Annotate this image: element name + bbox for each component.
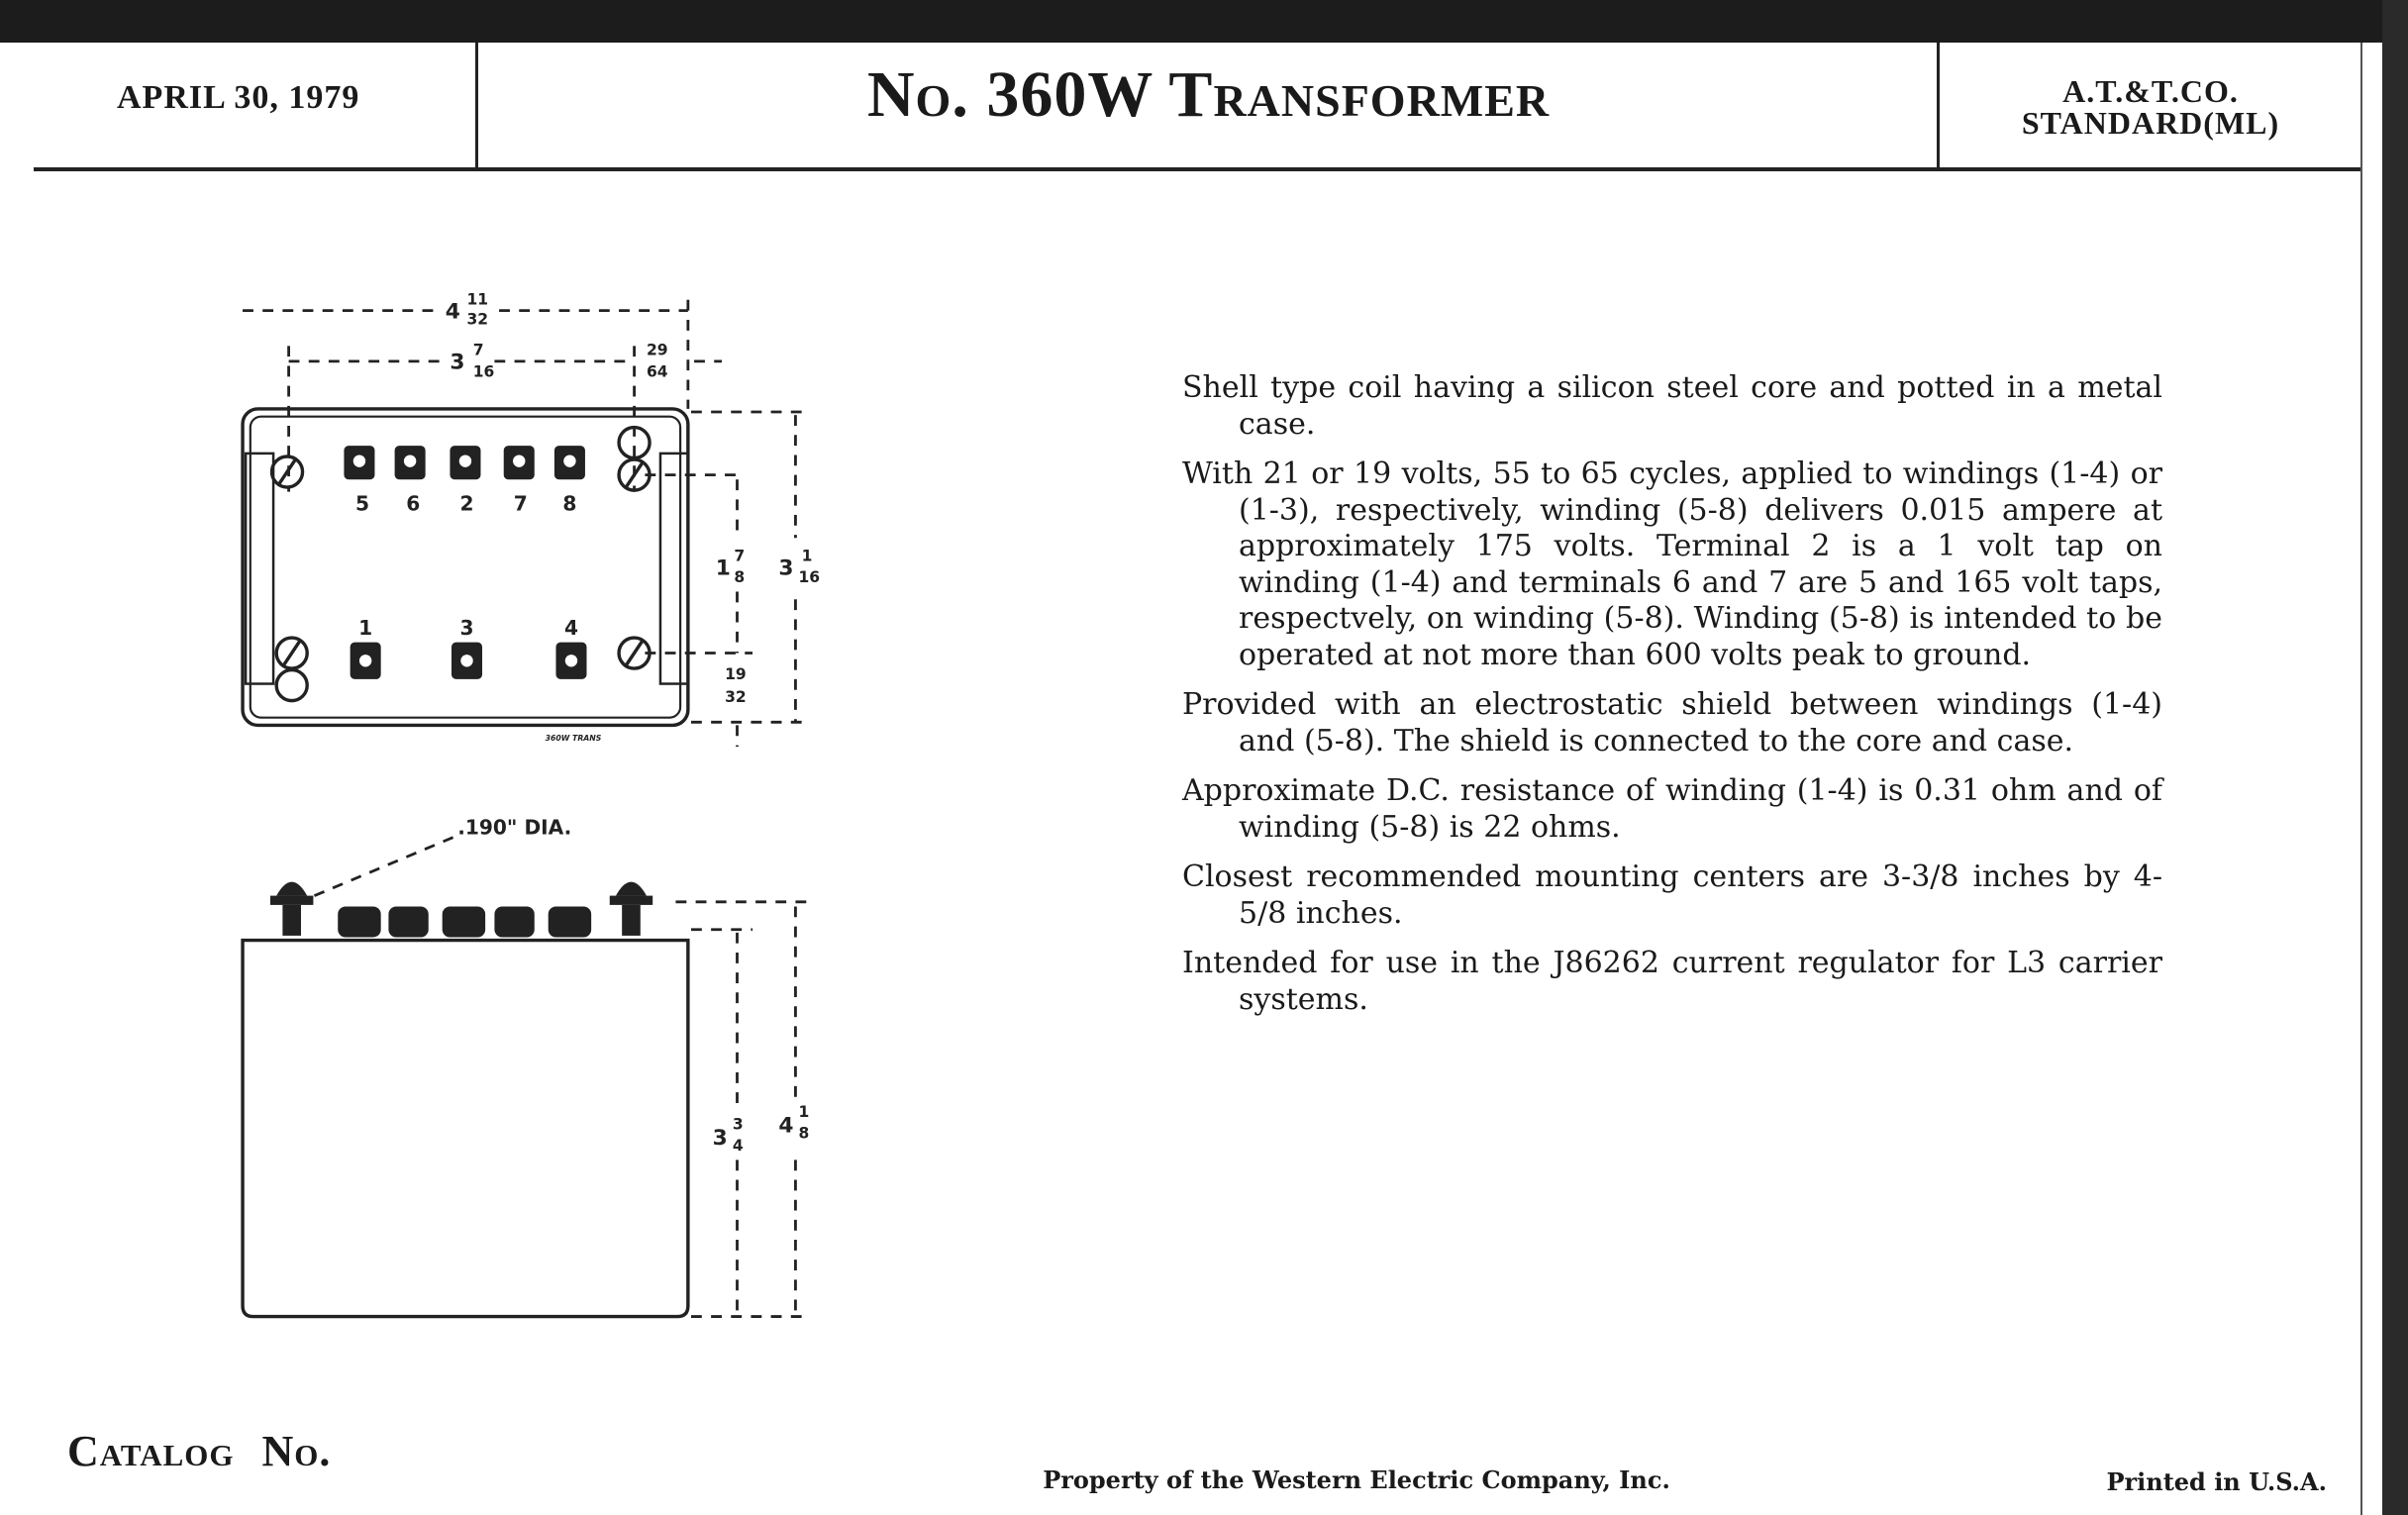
terminal-label: 7 (513, 491, 528, 516)
page-title: No. 360W Transformer (866, 58, 1551, 131)
svg-text:4: 4 (778, 1113, 794, 1139)
mounting-screw-icon (619, 428, 650, 491)
case-marking: 360W TRANS (545, 733, 602, 743)
terminal-lug-icon (554, 446, 585, 479)
svg-text:7: 7 (472, 341, 484, 359)
terminal-label: 4 (563, 615, 578, 640)
terminal-lug-icon (450, 446, 480, 479)
description-paragraph: Shell type coil having a silicon steel core and potted in a metal case. (1182, 370, 2162, 442)
catalog-number-label (67, 1426, 358, 1476)
svg-text:16: 16 (472, 362, 495, 381)
mounting-screw-icon (619, 638, 650, 668)
side-view-case (243, 941, 688, 1317)
stud-icon (270, 882, 313, 936)
dim-overall-depth (778, 547, 820, 586)
svg-text:1: 1 (798, 1102, 810, 1121)
description-paragraph: With 21 or 19 volts, 55 to 65 cycles, applied to windings (1-4) or (1-3), respectively, winding (5-8) delivers 0.015 ampere at approximately 175 volts. Terminal 2 is a 1 volt tap on winding (1-4) and terminals 6 and 7 are 5 and 165 volt taps, respectvely, on winding (5-8). Winding (5-8) is intended to be operated at not more than 600 volts peak to ground. (1182, 456, 2162, 672)
description-paragraph: Provided with an electrostatic shield between windings (1-4) and (5-8). The shield is connected to the core and case. (1182, 687, 2162, 758)
terminal-lug-icon (504, 446, 535, 479)
dim-mount-width (450, 342, 494, 381)
dim-case-height (713, 1115, 744, 1155)
svg-text:8: 8 (798, 1124, 810, 1143)
right-bracket (660, 454, 688, 684)
svg-text:1: 1 (715, 556, 731, 581)
terminal-lug-icon (351, 643, 381, 679)
svg-text:4: 4 (445, 299, 460, 325)
terminal-lug-icon (395, 446, 426, 479)
standard-line-1: A.T.&T.CO. (2062, 73, 2239, 109)
terminal-lug-icon (555, 643, 586, 679)
svg-text:29: 29 (646, 341, 668, 359)
property-notice: Property of the Western Electric Company, Inc. (1043, 1465, 1670, 1494)
printed-notice: Printed in U.S.A. (2106, 1467, 2327, 1496)
dim-mount-depth (716, 547, 745, 586)
svg-text:19: 19 (725, 664, 747, 683)
description (1182, 370, 2162, 1032)
svg-text:3: 3 (778, 556, 794, 581)
svg-text:8: 8 (734, 568, 746, 587)
dim-overall-width (446, 290, 488, 328)
stud-diameter-label: .190" DIA. (457, 815, 572, 840)
issue-date: APRIL 30, 1979 (117, 79, 360, 116)
svg-text:32: 32 (725, 688, 747, 707)
terminal-label: 8 (562, 491, 577, 516)
catalog-no: No. (261, 1427, 332, 1475)
terminal-label: 3 (459, 615, 474, 640)
mounting-screw-icon (276, 638, 307, 701)
terminal-label: 2 (459, 491, 474, 516)
svg-text:4: 4 (732, 1137, 744, 1156)
svg-text:3: 3 (732, 1115, 744, 1134)
dim-edge-offset-v (725, 665, 747, 706)
terminal-label: 5 (355, 491, 370, 516)
svg-text:16: 16 (798, 568, 821, 587)
stud-icon (610, 882, 652, 936)
dim-edge-offset (647, 342, 668, 381)
terminal-label: 1 (358, 615, 373, 640)
svg-text:3: 3 (712, 1125, 728, 1151)
terminal-label: 6 (406, 491, 421, 516)
mounting-screw-icon (272, 456, 303, 487)
svg-text:3: 3 (450, 350, 465, 375)
terminal-lug-icon (344, 446, 374, 479)
description-paragraph: Closest recommended mounting centers are 3-3/8 inches by 4-5/8 inches. (1182, 859, 2162, 931)
svg-text:64: 64 (646, 362, 668, 381)
dim-total-height (778, 1103, 809, 1143)
side-terminal-icon (338, 906, 591, 937)
svg-text:11: 11 (466, 290, 489, 309)
svg-text:1: 1 (801, 547, 813, 565)
terminal-lug-icon (452, 643, 482, 679)
description-paragraph: Intended for use in the J86262 current regulator for L3 carrier systems. (1182, 946, 2162, 1017)
description-paragraph: Approximate D.C. resistance of winding (1-4) is 0.31 ohm and of winding (5-8) is 22 ohms. (1182, 773, 2162, 845)
svg-text:7: 7 (734, 547, 746, 565)
catalog-word: Catalog (67, 1427, 235, 1475)
svg-text:32: 32 (466, 310, 489, 329)
standard-line-2: STANDARD(ML) (2021, 105, 2280, 141)
